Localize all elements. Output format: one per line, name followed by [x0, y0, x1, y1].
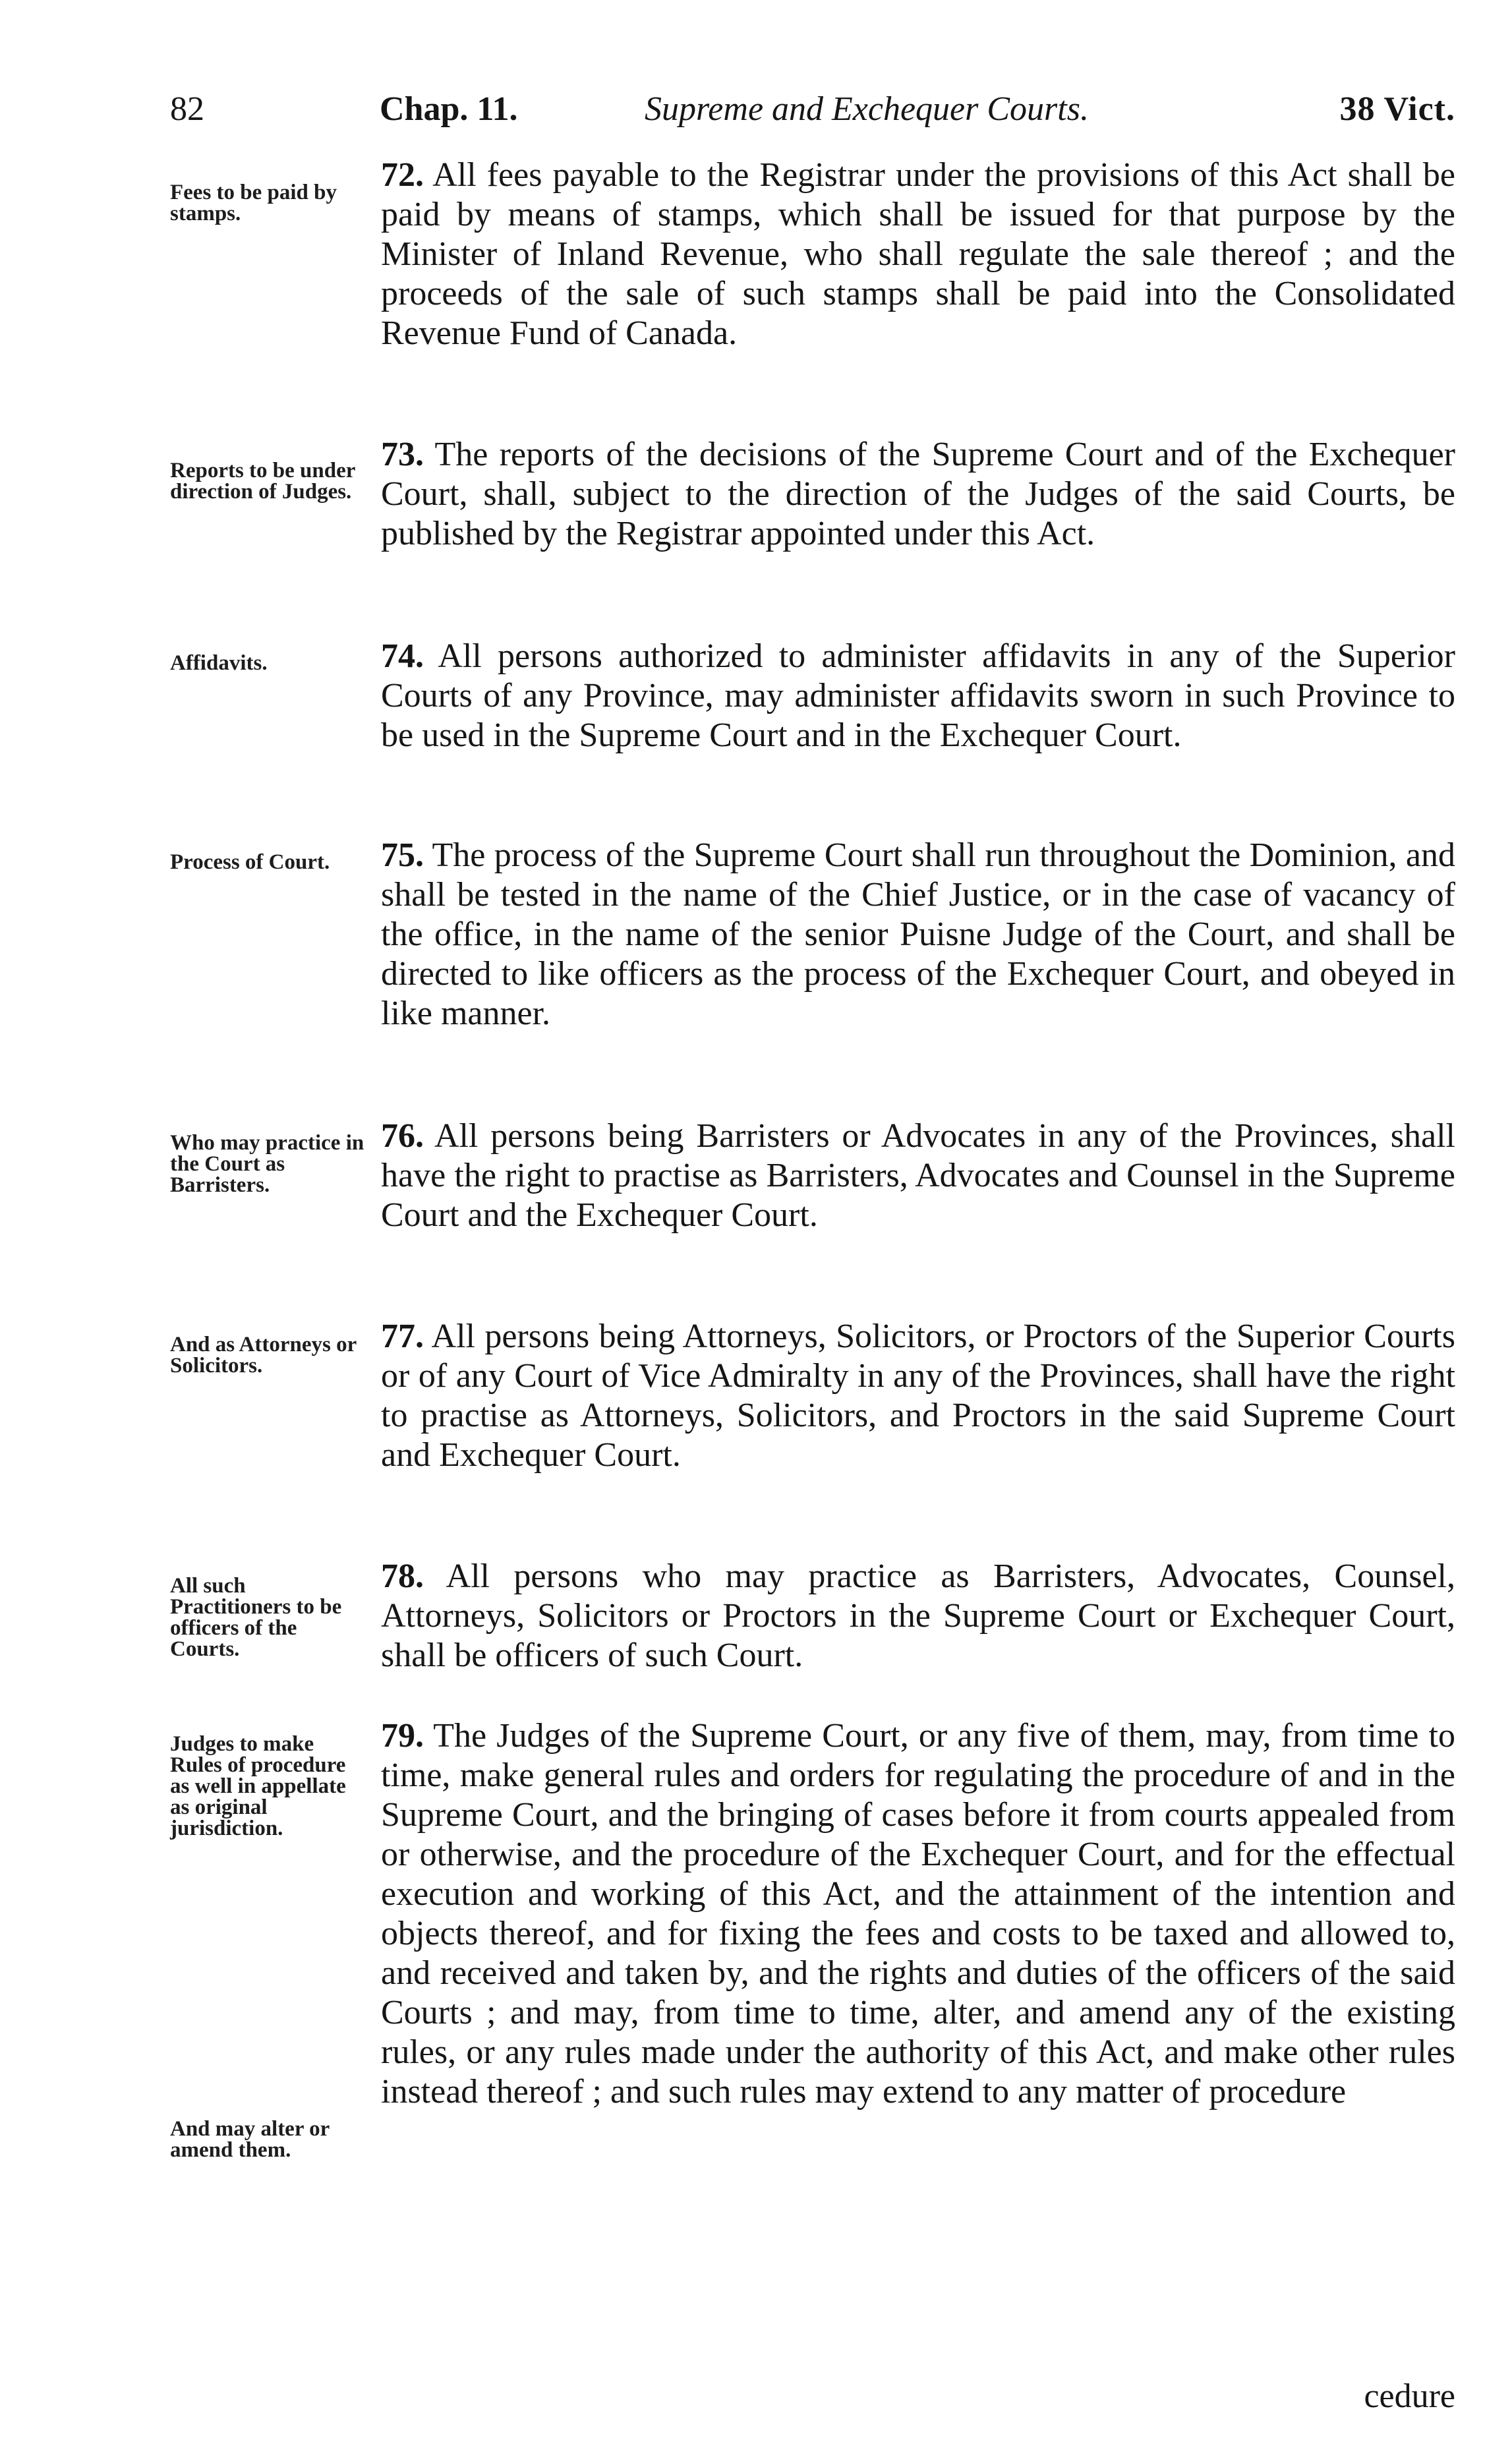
margin-note: All such Practitioners to be officers of the Courts. — [170, 1574, 342, 1661]
section-body — [381, 1557, 1455, 1675]
margin-note-2: And may alter or amend them. — [170, 2117, 330, 2162]
section-body — [381, 836, 1455, 1033]
section-72 — [170, 156, 1455, 406]
section-text: All persons being Attorneys, Solicitors, or Proctors of the Superior Courts or of any Court of Vice Admiralty in any of the Provinces, shall have the right to practise as Attorneys, Solicitors, and Proctors in the said Supreme Court and Exchequer Court. — [381, 1318, 1455, 1474]
section-text: The Judges of the Supreme Court, or any five of them, may, from time to time, make general rules and orders for regulating the procedure of and in the Supreme Court, and the bringing of cases before it from courts appealed from or otherwise, and the procedure of the Exchequer Court, and for the effectual execution and working of this Act, and the attainment of the intention and objects thereof, and for fixing the fees and costs to be taxed and allowed to, and received and taken by, and the rights and duties of the officers of the said Courts ; and may, from time to time, alter, and amend any of the existing rules, or any rules made under the authority of this Act, and make other rules instead thereof ; and such rules may extend to any matter of procedure — [381, 1717, 1455, 2110]
running-header — [170, 90, 1455, 142]
section-text: All persons being Barristers or Advocates in any of the Provinces, shall have the right to practise as Barristers, Advocates and Counsel in the Supreme Court and the Exchequer Court. — [381, 1117, 1455, 1234]
section-number: 77. — [381, 1318, 424, 1355]
running-title: Supreme and Exchequer Courts. — [645, 90, 1089, 128]
section-body — [381, 1716, 1455, 2112]
section-78 — [170, 1557, 1455, 1689]
margin-note: Affidavits. — [170, 651, 268, 675]
section-73 — [170, 435, 1455, 606]
section-body — [381, 1117, 1455, 1235]
section-number: 73. — [381, 436, 424, 473]
section-number: 78. — [381, 1557, 424, 1595]
regnal-year: 38 Vict. — [1339, 90, 1455, 128]
section-body — [381, 156, 1455, 353]
section-76 — [170, 1117, 1455, 1288]
catchword: cedure — [1364, 2377, 1455, 2415]
section-number: 79. — [381, 1717, 424, 1755]
section-number: 72. — [381, 156, 424, 194]
section-body — [381, 435, 1455, 554]
margin-note: Who may practice in the Court as Barristers. — [170, 1131, 364, 1197]
section-body — [381, 637, 1455, 755]
margin-note: Judges to make Rules of procedure as well in appellate as original jurisdiction. — [170, 1732, 346, 1840]
section-text: All fees payable to the Registrar under the provisions of this Act shall be paid by means of stamps, which shall be issued for that purpose by the Minister of Inland Revenue, who shall regulate the sale thereof ; and the proceeds of the sale of such stamps shall be paid into the Consolidated Revenue Fund of Canada. — [381, 156, 1455, 352]
section-75 — [170, 836, 1455, 1086]
margin-note: Fees to be paid by stamps. — [170, 181, 337, 225]
section-text: The process of the Supreme Court shall run throughout the Dominion, and shall be tested in the name of the Chief Justice, or in the case of vacancy of the office, in the name of the senior Puisne Judge of the Court, and shall be directed to like officers as the process of the Exchequer Court, and obeyed in like manner. — [381, 836, 1456, 1032]
section-text: All persons who may practice as Barristers, Advocates, Counsel, Attorneys, Solicitors or Proctors in the Supreme Court or Exchequer Court, shall be officers of such Court. — [381, 1557, 1455, 1674]
section-79 — [170, 1716, 1455, 2349]
section-74 — [170, 637, 1455, 808]
section-number: 75. — [381, 836, 424, 874]
margin-note: And as Attorneys or Solicitors. — [170, 1333, 357, 1378]
margin-note: Reports to be under direction of Judges. — [170, 459, 355, 504]
section-text: All persons authorized to administer affidavits in any of the Superior Courts of any Province, may administer affidavits sworn in such Province to be used in the Supreme Court and in the Exchequer Court. — [381, 637, 1455, 754]
section-number: 76. — [381, 1117, 424, 1155]
section-body — [381, 1317, 1455, 1475]
page-number: 82 — [170, 90, 204, 128]
section-number: 74. — [381, 637, 424, 675]
section-text: The reports of the decisions of the Supreme Court and of the Exchequer Court, shall, subject to the direction of the Judges of the said Courts, be published by the Registrar appointed under this Act. — [381, 436, 1456, 552]
section-77 — [170, 1317, 1455, 1528]
margin-note: Process of Court. — [170, 850, 330, 874]
chapter-label: Chap. 11. — [380, 90, 518, 128]
